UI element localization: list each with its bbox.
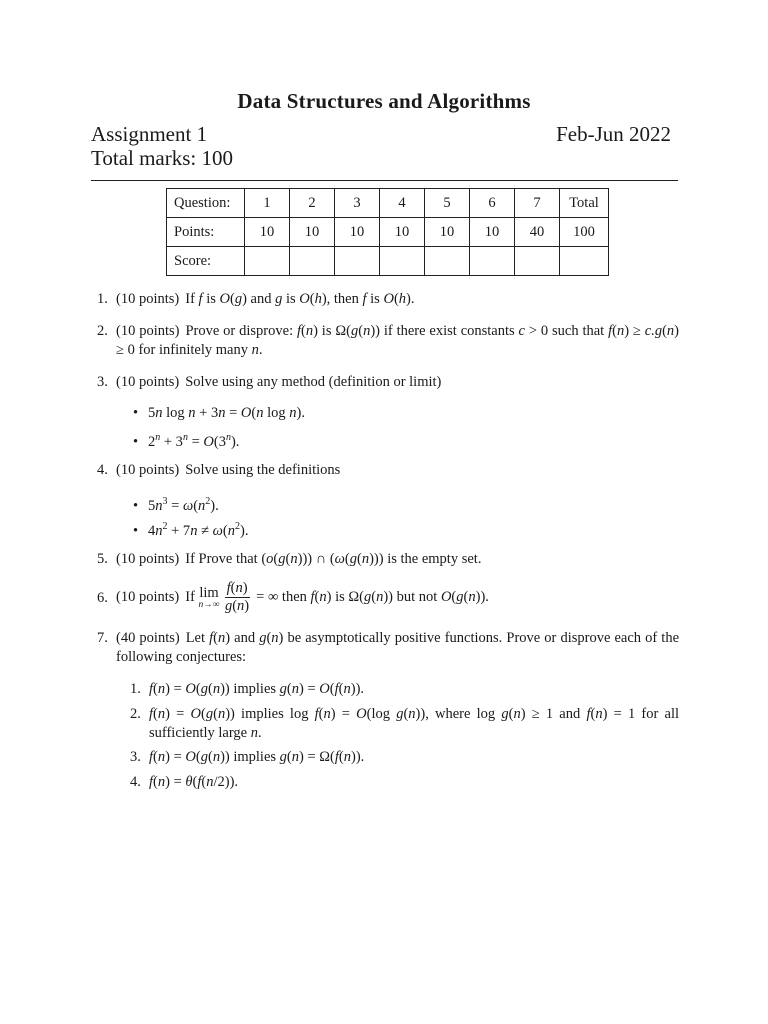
row-label: Points: [167,218,245,247]
sub-item: 3. f(n) = O(g(n)) implies g(n) = Ω(f(n)). [130,749,365,765]
question-points: (10 points) [116,291,180,307]
question-text [116,373,679,392]
question-2 [97,322,679,360]
sub-item: 4. f(n) = θ(f(n/2)). [130,774,239,790]
sub-number: 4. [130,774,141,790]
bullet-icon: • [133,405,139,421]
header-divider [91,180,678,181]
question-text [116,461,679,480]
table-cell: 10 [335,218,380,247]
grade-table [166,188,609,276]
table-row [167,189,609,218]
question-number: 4. [97,462,108,478]
question-points: (10 points) [116,551,180,567]
sub-item: 1. f(n) = O(g(n)) implies g(n) = O(f(n)). [130,681,365,697]
score-cell [245,247,290,276]
table-cell: 10 [380,218,425,247]
term-label: Feb-Jun 2022 [556,122,671,146]
question-prompt: Solve using the definitions [185,462,341,478]
bullet-item: • $5n^3 = \omega(n^2)$. [133,496,219,514]
question-points: (10 points) [116,462,180,478]
table-cell: 7 [515,189,560,218]
question-number: 7. [97,630,108,646]
row-label: Question: [167,189,245,218]
limit-symbol: lim n→∞ [198,585,220,610]
question-number: 3. [97,374,108,390]
question-points: (40 points) [116,630,180,646]
table-cell: 100 [560,218,609,247]
score-cell [515,247,560,276]
table-row [167,218,609,247]
table-cell: 10 [245,218,290,247]
question-4 [97,461,679,480]
document-title: Data Structures and Algorithms [237,89,531,113]
score-cell [560,247,609,276]
question-5 [97,550,679,569]
question-points: (10 points) [116,374,180,390]
fraction: $\frac{f(n)}{g(n)}$ [224,580,250,614]
row-label: Score: [167,247,245,276]
question-number: 6. [97,590,108,606]
table-cell: 40 [515,218,560,247]
bullet-item: • $2^n + 3^n = O(3^n)$. [133,432,240,450]
table-cell: 10 [425,218,470,247]
assignment-label: Assignment 1 [91,122,208,146]
score-cell [290,247,335,276]
question-1 [97,290,679,309]
table-cell: 6 [470,189,515,218]
table-cell: 2 [290,189,335,218]
header-left [91,122,233,170]
question-points: (10 points) [116,323,180,339]
table-cell: 4 [380,189,425,218]
question-3 [97,373,679,392]
bullet-item: • 5n log n + 3n = O(n log n). [133,405,305,421]
question-text: (10 points) If lim n→∞ $\frac{f(n)}{g(n)}$ = ∞ then f(n) is Ω(g(n)) but not O(g(n)). [116,580,489,614]
score-cell [425,247,470,276]
table-cell: Total [560,189,609,218]
question-6 [97,580,679,615]
score-cell [470,247,515,276]
table-row [167,247,609,276]
question-text: (10 points) If f is O(g) and g is O(h), then f is O(h). [116,291,415,307]
question-text: (40 points) Let f(n) and g(n) be asymptotically positive functions. Prove or disprove each of the following conjectures: [116,630,680,665]
question-number: 5. [97,551,108,567]
score-cell [380,247,425,276]
table-cell: 5 [425,189,470,218]
question-text: (10 points) Prove or disprove: f(n) is Ω(g(n)) if there exist constants c > 0 such that f(n) ≥ c.g(n) ≥ 0 for infinitely many n. [116,323,680,358]
total-marks: Total marks: 100 [91,146,234,170]
sub-number: 3. [130,749,141,765]
bullet-icon: • [133,497,139,514]
question-number: 2. [97,323,108,339]
question-number: 1. [97,291,108,307]
table-cell: 10 [470,218,515,247]
bullet-icon: • [133,433,139,450]
question-points: (10 points) [116,588,180,605]
table-cell: 3 [335,189,380,218]
table-cell: 10 [290,218,335,247]
sub-number: 2. [130,706,141,722]
sub-number: 1. [130,681,141,697]
table-cell: 1 [245,189,290,218]
score-cell [335,247,380,276]
question-7 [97,629,679,667]
bullet-item: • $4n^2 + 7n \ne \omega(n^2)$. [133,521,249,539]
question-text: (10 points) If Prove that (o(g(n))) ∩ (ω(g(n))) is the empty set. [116,551,482,567]
question-prompt: Solve using any method (definition or limit) [185,374,442,390]
bullet-icon: • [133,522,139,539]
sub-item: 2. f(n) = O(g(n)) implies log f(n) = O(log g(n)), where log g(n) ≥ 1 and f(n) = 1 for all sufficiently large n. [130,706,679,741]
